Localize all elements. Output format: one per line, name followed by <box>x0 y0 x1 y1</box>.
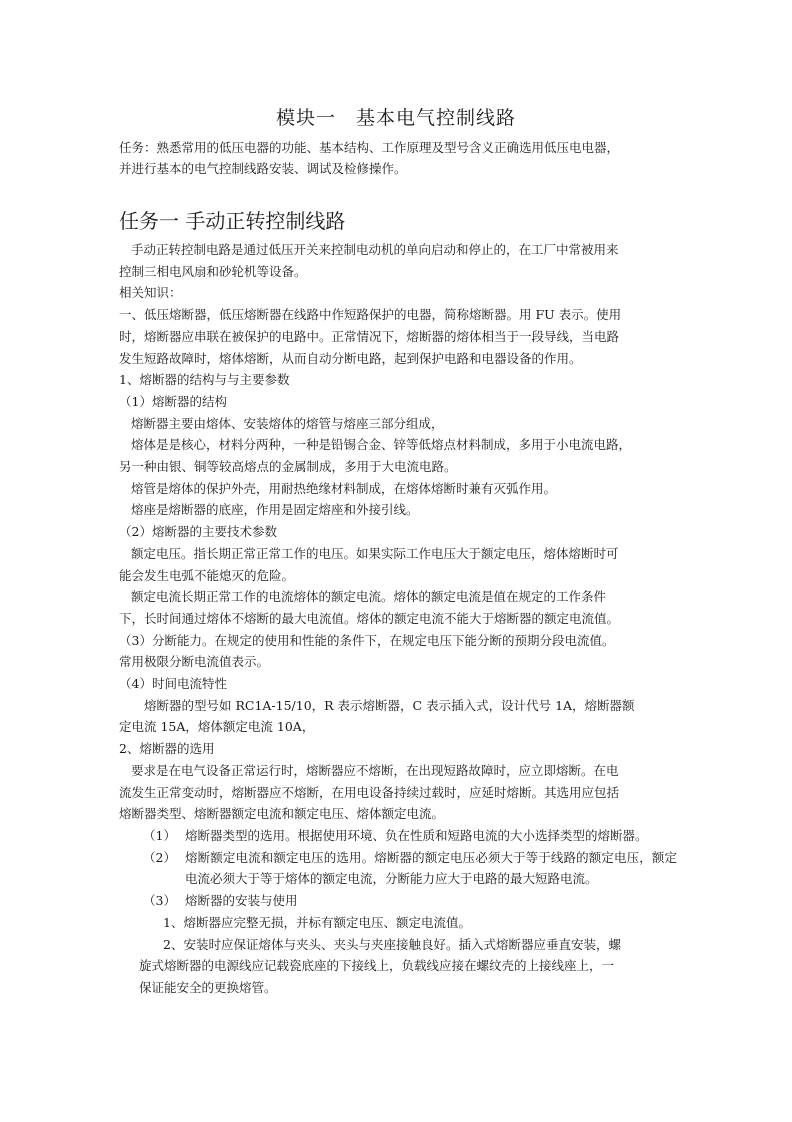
paragraph-line: 熔座是熔断器的底座，作用是固定熔座和外接引线。 <box>131 502 419 518</box>
subheading: 1、熔断器的结构与与主要参数 <box>119 372 290 388</box>
subheading: （1）熔断器的结构 <box>119 393 227 409</box>
item-text: 熔断器的安装与使用 <box>185 893 298 909</box>
item-number: （3） <box>143 893 176 909</box>
paragraph-line: 时，熔断器应串联在被保护的电路中。正常情况下，熔断器的熔体相当于一段导线，当电路 <box>119 328 620 344</box>
paragraph-line: 额定电流长期正常工作的电流熔体的额定电流。熔体的额定电流是值在规定的工作条件 <box>131 589 607 605</box>
paragraph-line: 熔管是熔体的保护外壳，用耐热绝缘材料制成，在熔体熔断时兼有灭弧作用。 <box>131 480 557 496</box>
paragraph-line: 手动正转控制电路是通过低压开关来控制电动机的单向启动和停止的，在工厂中常被用来 <box>131 242 619 257</box>
numbered-item <box>119 890 677 912</box>
item-text: 熔断额定电流和额定电压的选用。熔断器的额定电压必须大于等于线路的额定电压，额定电流必须大于等于熔体的额定电流，分断能力应大于电路的最大短路电流。 <box>185 849 677 887</box>
paragraph-line: 熔断器的型号如 RC1A-15/10，R 表示熔断器，C 表示插入式，设计代号 1A，熔断器额 <box>144 697 635 713</box>
intro-line: 并进行基本的电气控制线路安装、调试及检修操作。 <box>119 161 407 176</box>
numbered-item <box>119 825 677 847</box>
install-item: 旋式熔断器的电源线应记载瓷底座的下接线上，负载线应接在螺纹壳的上接线座上，一 <box>139 958 615 974</box>
paragraph-line: 额定电压。指长期正常正常工作的电压。如果实际工作电压大于额定电压，熔体熔断时可 <box>131 545 619 561</box>
install-item: 2、安装时应保证熔体与夹头、夹头与夹座接触良好。插入式熔断器应垂直安装，螺 <box>163 936 621 952</box>
paragraph-line: 一、低压熔断器，低压熔断器在线路中作短路保护的电器，简称熔断器。用 FU 表示。使用 <box>119 307 622 323</box>
paragraph-line: 要求是在电气设备正常运行时，熔断器应不熔断，在出现短路故障时，应立即熔断。在电 <box>131 762 619 778</box>
task-intro <box>119 137 679 179</box>
paragraph-line: （3）分断能力。在规定的使用和性能的条件下，在规定电压下能分断的预期分段电流值。 <box>119 632 615 648</box>
subheading: （2）熔断器的主要技术参数 <box>119 524 277 540</box>
item-text: 熔断器类型的选用。根据使用环境、负在性质和短路电流的大小选择类型的熔断器。 <box>185 827 648 843</box>
numbered-item <box>119 847 677 890</box>
paragraph-line: 熔断器主要由熔体、安装熔体的熔管与熔座三部分组成， <box>131 415 444 431</box>
paragraph-line: 熔体是是核心，材料分两种，一种是铅锡合金、锌等低熔点材料制成，多用于小电流电路， <box>131 437 632 453</box>
item-number: （1） <box>143 827 176 843</box>
paragraph-line: 发生短路故障时，熔体熔断，从而自动分断电路，起到保护电路和电器设备的作用。 <box>119 350 582 366</box>
paragraph-line: 下，长时间通过熔体不熔断的最大电流值。熔体的额定电流不能大于熔断器的额定电流值。 <box>119 610 620 626</box>
paragraph-line: 流发生正常变动时，熔断器应不熔断，在用电设备持续过载时，应延时熔断。其选用应包括 <box>119 784 620 800</box>
section-heading: 任务一 手动正转控制线路 <box>119 209 346 233</box>
paragraph-line: 熔断器类型、熔断器额定电流和额定电压、熔体额定电流。 <box>119 806 445 822</box>
subheading: （4）时间电流特性 <box>119 676 227 692</box>
paragraph-line: 控制三相电风扇和砂轮机等设备。 <box>119 263 307 279</box>
paragraph-line: 另一种由银、铜等较高熔点的金属制成，多用于大电流电路。 <box>119 459 457 475</box>
intro-line: 任务：熟悉常用的低压电器的功能、基本结构、工作原理及型号含义正确选用低压电电器， <box>119 140 620 155</box>
paragraph-line: 常用极限分断电流值表示。 <box>119 654 270 670</box>
paragraph-line: 相关知识： <box>119 285 182 301</box>
document-body <box>119 239 677 999</box>
install-item: 保证能安全的更换熔管。 <box>139 979 277 995</box>
item-number: （2） <box>143 849 176 865</box>
paragraph-line: 能会发生电弧不能熄灭的危险。 <box>119 567 295 583</box>
subheading: 2、熔断器的选用 <box>119 741 215 757</box>
page-title: 模块一 基本电气控制线路 <box>275 107 516 129</box>
paragraph-line: 定电流 15A，熔体额定电流 10A， <box>119 719 315 735</box>
install-item: 1、熔断器应完整无损，并标有额定电压、额定电流值。 <box>163 914 471 930</box>
